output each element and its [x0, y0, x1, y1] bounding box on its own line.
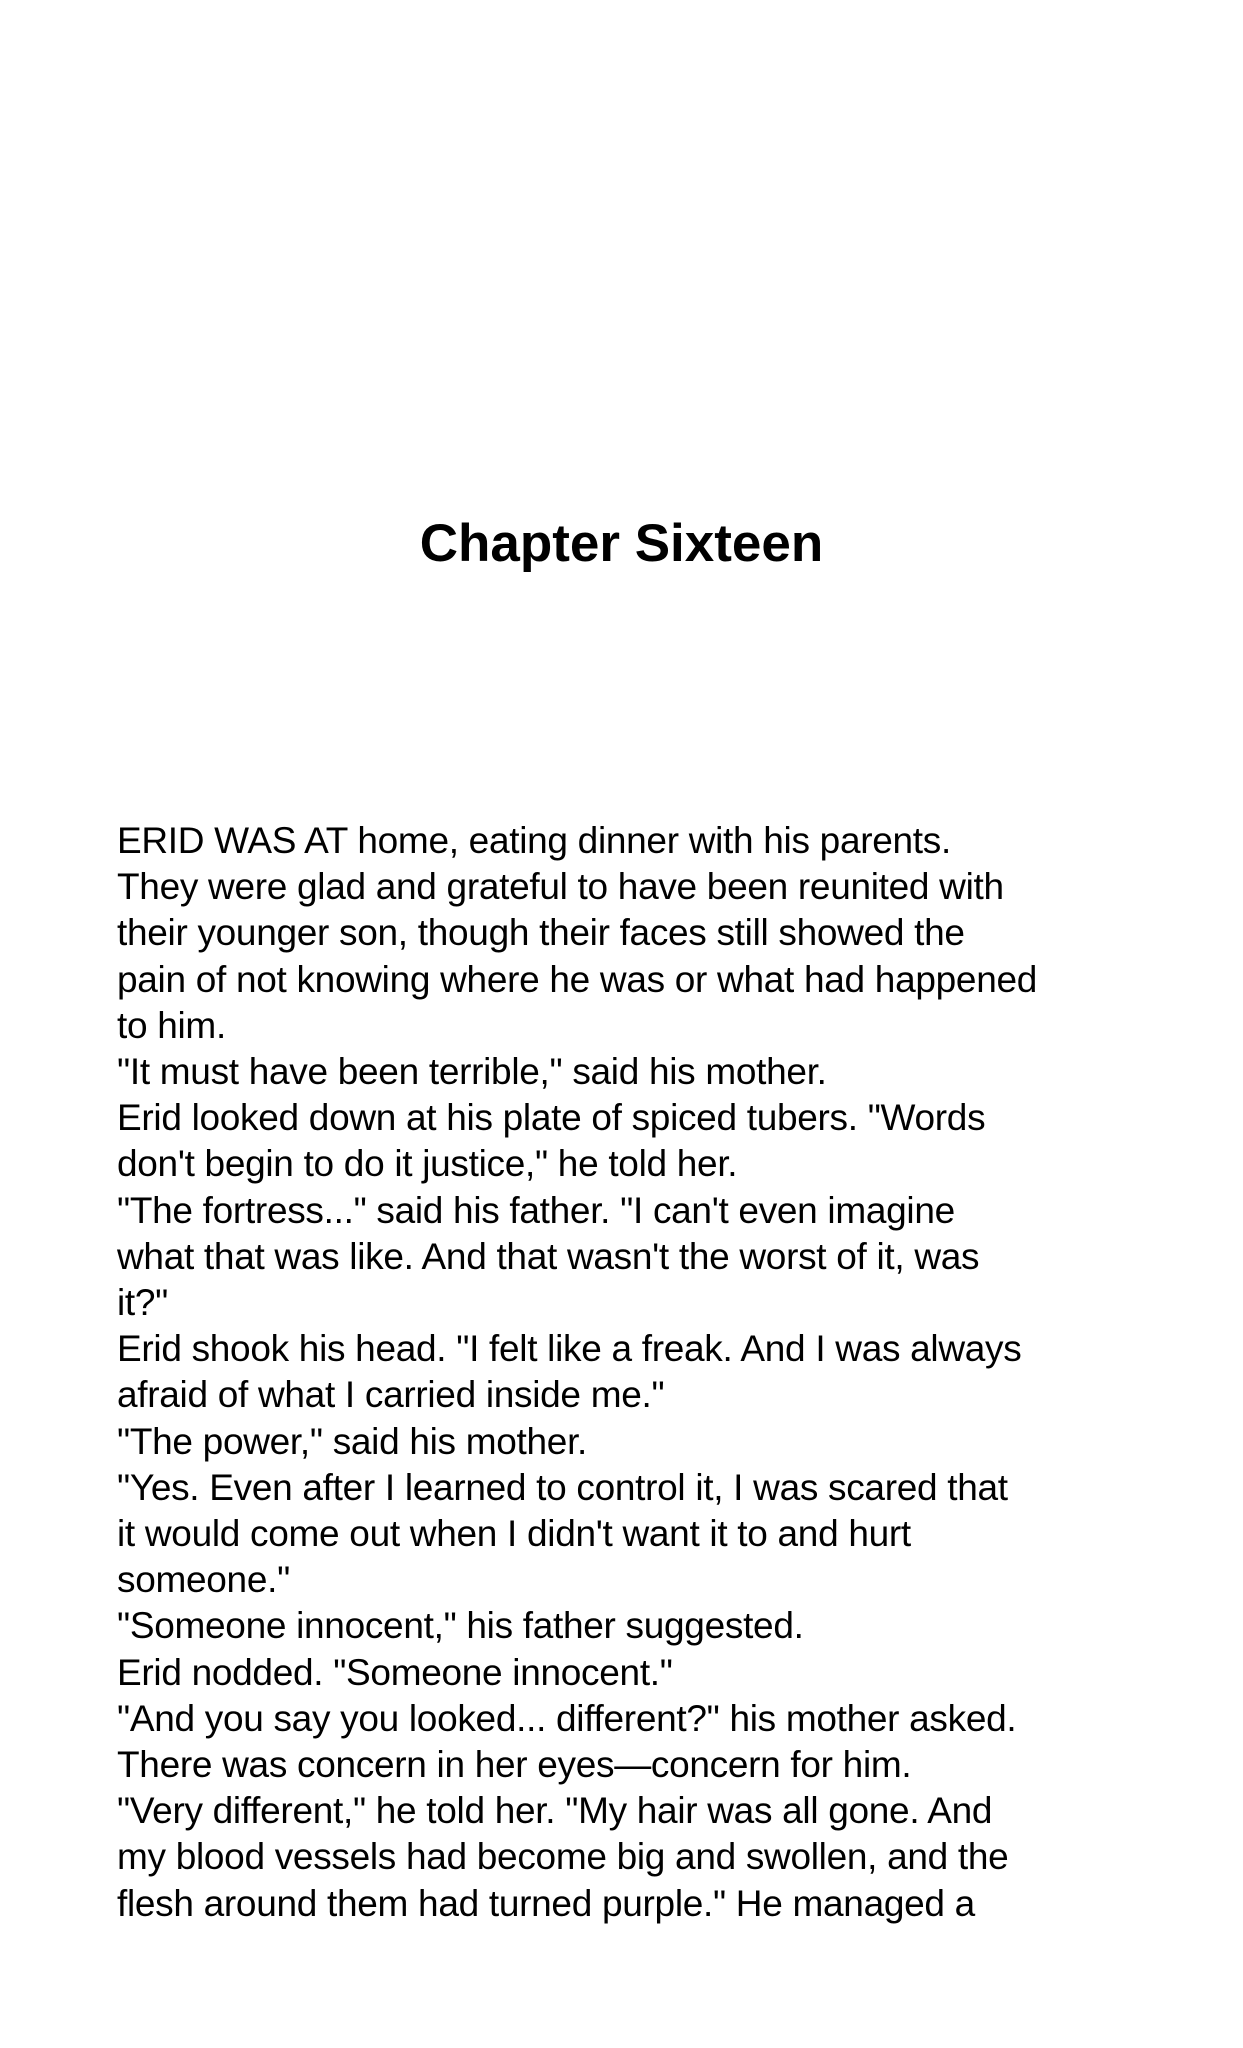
text-line: someone." — [117, 1559, 290, 1601]
text-line: ERID WAS AT home, eating dinner with his parents. — [117, 820, 951, 861]
text-line: Erid nodded. "Someone innocent." — [117, 1651, 673, 1693]
text-line: "The fortress..." said his father. "I can't even imagine — [117, 1189, 955, 1231]
text-line: it?" — [117, 1282, 169, 1324]
text-line: "The power," said his mother. — [117, 1420, 588, 1462]
chapter-title: Chapter Sixteen — [419, 514, 824, 573]
text-line: don't begin to do it justice," he told her. — [117, 1143, 738, 1185]
text-line: "Yes. Even after I learned to control it, I was scared that — [117, 1466, 1008, 1508]
text-line: "Very different," he told her. "My hair was all gone. And — [117, 1790, 993, 1832]
text-line: pain of not knowing where he was or what had happened — [117, 958, 1038, 1000]
text-line: They were glad and grateful to have been reunited with — [117, 866, 1004, 908]
text-line: There was concern in her eyes—concern for him. — [117, 1744, 912, 1786]
text-line: "Someone innocent," his father suggested. — [117, 1605, 804, 1647]
text-line: to him. — [117, 1004, 226, 1046]
text-line: my blood vessels had become big and swollen, and the — [117, 1836, 1009, 1878]
text-line: "It must have been terrible," said his mother. — [117, 1051, 827, 1093]
text-line: Erid looked down at his plate of spiced tubers. "Words — [117, 1097, 986, 1139]
text-line: what that was like. And that wasn't the worst of it, was — [117, 1235, 980, 1277]
text-line: it would come out when I didn't want it to and hurt — [117, 1513, 911, 1555]
text-line: afraid of what I carried inside me." — [117, 1374, 665, 1416]
text-line: "And you say you looked... different?" his mother asked. — [117, 1697, 1017, 1739]
chapter-body — [117, 818, 1177, 1927]
text-line: their younger son, though their faces still showed the — [117, 912, 965, 954]
text-line: flesh around them had turned purple." He managed a — [117, 1882, 975, 1924]
text-line: Erid shook his head. "I felt like a freak. And I was always — [117, 1328, 1022, 1370]
